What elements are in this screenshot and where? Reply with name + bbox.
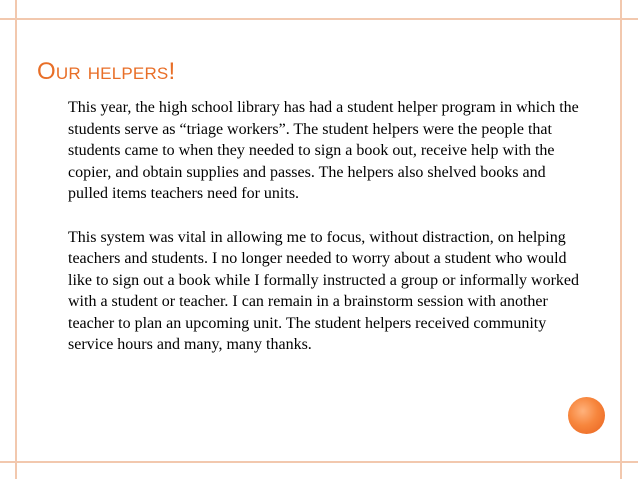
slide-body: [68, 97, 588, 378]
frame-right-line: [620, 0, 622, 479]
paragraph-2: This system was vital in allowing me to focus, without distraction, on helping teachers and students. I no longer needed to worry about a student who would like to sign out a book while I formally instructed a group or informally worked with a student or teacher. I can remain in a brainstorm session with another teacher to plan an upcoming unit. The student helpers received community service hours and many, many thanks.: [68, 228, 579, 353]
frame-bottom-line: [0, 461, 638, 463]
decorative-orange-circle: [568, 397, 605, 434]
frame-top-line: [0, 18, 638, 20]
frame-left-line: [15, 0, 17, 479]
slide-title: Our helpers!: [37, 58, 176, 85]
paragraph-1: This year, the high school library has had a student helper program in which the students serve as “triage workers”. The student helpers were the people that students came to when they needed to sign a book out, receive help with the copier, and obtain supplies and passes. The helpers also shelved books and pulled items teachers need for units.: [68, 99, 579, 202]
